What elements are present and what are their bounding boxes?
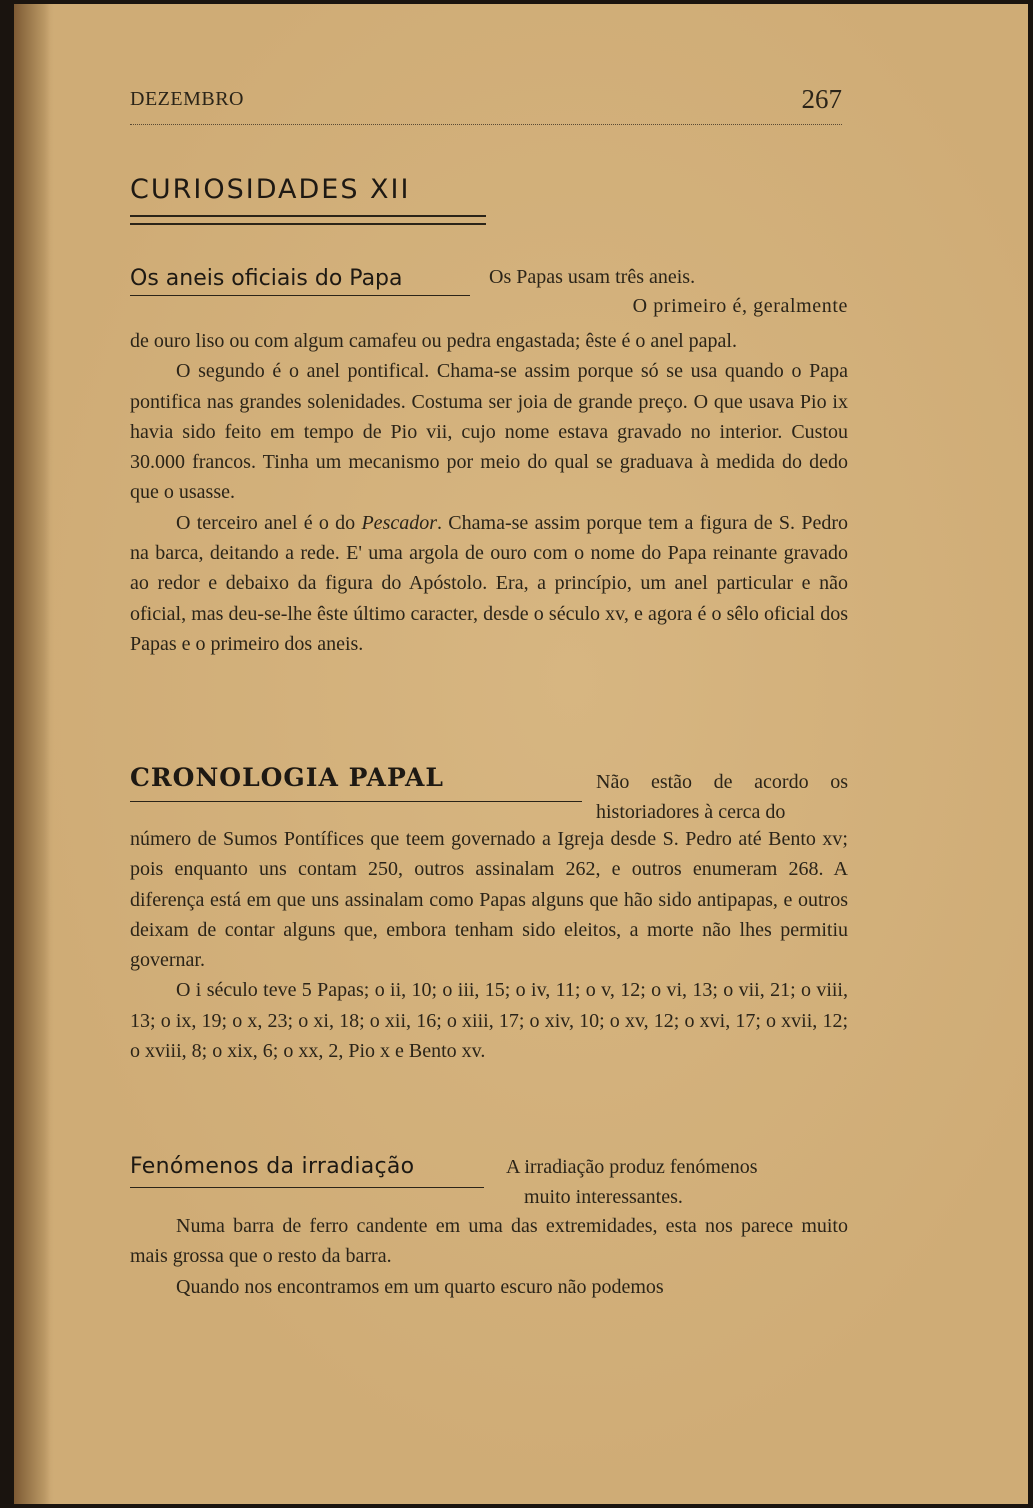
article-body-cronologia [130,824,848,1066]
article-heading-rule [130,295,470,296]
article-lead-aneis-2: O primeiro é, geralmente [632,295,848,317]
article-lead-cronologia: Não estão de acordo os historiadores à cerca do [596,771,848,824]
paragraph-text: O terceiro anel é o do [176,511,356,534]
section-title: CURIOSIDADES XII [130,174,411,205]
italic-term: Pescador [361,511,438,534]
paragraph: Quando nos encontramos em um quarto escuro não podemos [176,1275,664,1298]
article-heading-cronologia: CRONOLOGIA PAPAL [130,763,444,792]
article-heading-aneis: Os aneis oficiais do Papa [130,266,403,291]
article-lead-aneis: Os Papas usam três aneis. [489,266,696,288]
running-header [130,86,842,125]
header-month: DEZEMBRO [130,88,244,110]
book-page [14,4,1028,1504]
lead-line: muito interessantes. [524,1186,683,1209]
article-lead-irradiacao [506,1152,848,1213]
page-number: 267 [801,84,842,114]
section-title-rule [130,215,486,225]
lead-line: A irradiação produz fenómenos [506,1156,758,1178]
paragraph: número de Sumos Pontífices que teem governado a Igreja desde S. Pedro até Bento xv; pois enquanto uns contam 250, outros assinalam 262, e outros enumeram 268. A diferença está em que uns assinalam como Papas alguns que hão sido antipapas, e outros deixam de contar alguns que, embora tenham sido eleitos, a morte não lhes permitiu governar. [130,828,848,972]
article-heading-rule [130,1187,484,1188]
article-heading-irradiacao: Fenómenos da irradiação [130,1154,415,1179]
book-spine-shadow [14,4,50,1504]
paragraph [130,508,848,659]
paragraph: Numa barra de ferro candente em uma das extremidades, esta nos parece muito mais grossa que o resto da barra. [130,1215,848,1268]
paragraph: de ouro liso ou com algum camafeu ou pedra engastada; êste é o anel papal. [130,330,737,352]
paragraph: O i século teve 5 Papas; o ii, 10; o iii, 15; o iv, 11; o v, 12; o vi, 13; o vii, 21; o viii, 13; o ix, 19; o x, 23; o xi, 18; o xii, 16; o xiii, 17; o xiv, 10; o xv, 12; o xvi, 17; o xvii, 12; o xviii, 8; o xix, 6; o xx, 2, Pio x e Bento xv. [130,979,848,1063]
article-body-aneis [130,326,848,659]
article-heading-rule [130,801,582,802]
paragraph-text: . Chama-se assim porque tem a figura de S. Pedro na barca, deitando a rede. E' uma argola de ouro com o nome do Papa reinante gravado ao redor e debaixo da figura do Apóstolo. Era, a princípio, um anel particular e não oficial, mas deu-se-lhe êste último caracter, desde o século xv, e agora é o sêlo oficial dos Papas e o primeiro dos aneis. [130,511,848,655]
paragraph: O segundo é o anel pontifical. Chama-se assim porque só se usa quando o Papa pontifica nas grandes solenidades. Costuma ser joia de grande preço. O que usava Pio ix havia sido feito em tempo de Pio vii, cujo nome estava gravado no interior. Custou 30.000 francos. Tinha um mecanismo por meio do qual se graduava à medida do dedo que o usasse. [130,360,848,504]
article-body-irradiacao [130,1211,848,1302]
